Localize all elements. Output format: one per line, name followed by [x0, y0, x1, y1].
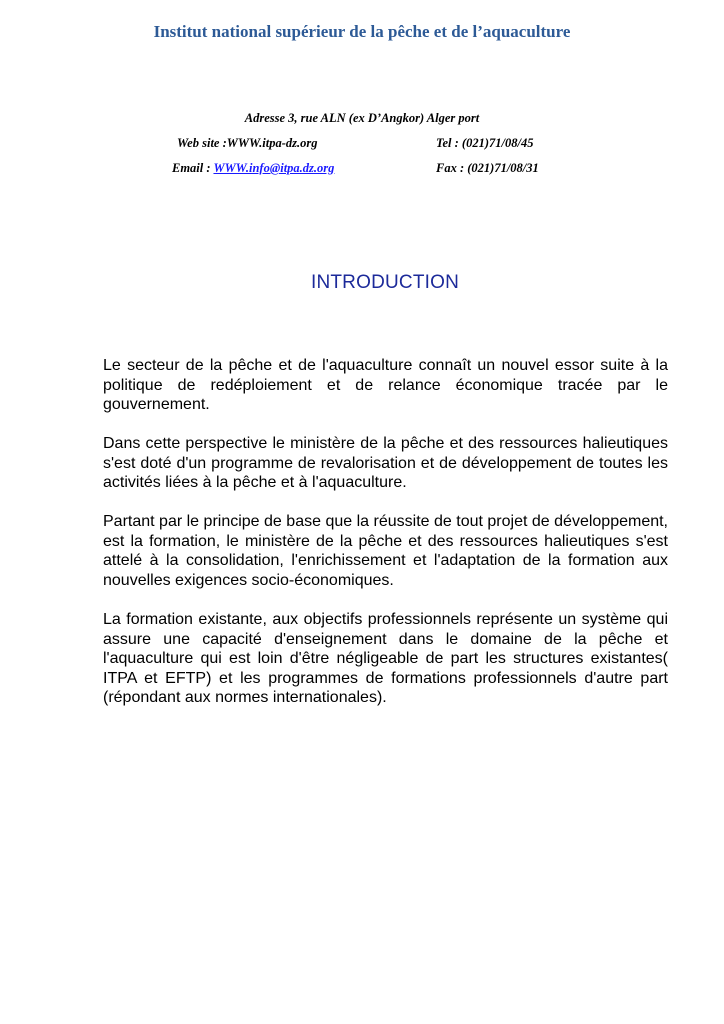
paragraph-4: La formation existante, aux objectifs professionnels représente un système qui assure une capacité d'enseignement dans le domaine de la pêche et l'aquaculture qui est loin d'être négligeable de part les structures existantes( ITPA et EFTP) et les programmes de formations professionnels d'autre part (répondant aux normes internationales). — [103, 611, 668, 706]
email-link[interactable]: WWW.info@itpa.dz.org — [213, 161, 335, 175]
email-line — [172, 161, 334, 176]
telephone-line: Tel : (021)71/08/45 — [436, 136, 534, 150]
paragraph-3: Partant par le principe de base que la réussite de tout projet de développement, est la formation, le ministère de la pêche et des ressources halieutiques s'est attelé à la consolidation, l'enrichissement et l'adaptation de la formation aux nouvelles exigences socio-économiques. — [103, 513, 668, 589]
email-label: Email : — [172, 161, 214, 175]
address-line: Adresse 3, rue ALN (ex D’Angkor) Alger port — [244, 111, 480, 125]
section-title: INTRODUCTION — [310, 272, 460, 293]
website-line: Web site :WWW.itpa-dz.org — [177, 136, 318, 150]
fax-line: Fax : (021)71/08/31 — [436, 161, 539, 175]
institute-title: Institut national supérieur de la pêche et de l’aquaculture — [153, 22, 571, 41]
paragraph-2: Dans cette perspective le ministère de la pêche et des ressources halieutiques s'est doté d'un programme de revalorisation et de développement de toutes les activités liées à la pêche et à l'aquaculture. — [103, 435, 668, 491]
paragraph-1: Le secteur de la pêche et de l'aquaculture connaît un nouvel essor suite à la politique de redéploiement et de relance économique tracée par le gouvernement. — [103, 357, 668, 413]
